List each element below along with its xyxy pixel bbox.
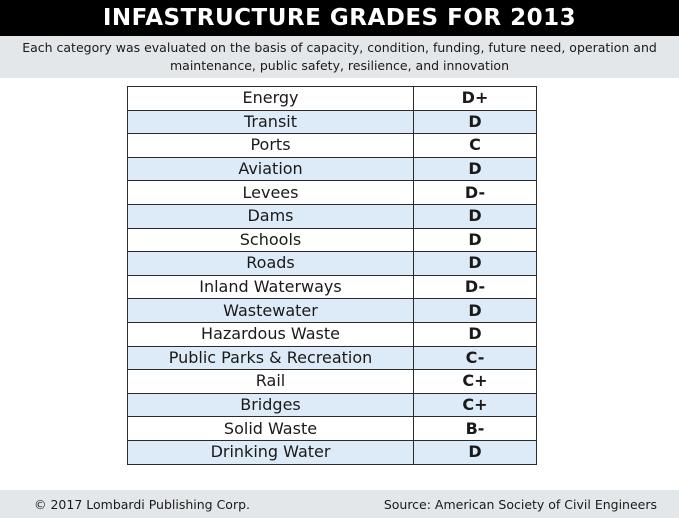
- grades-table: [127, 86, 537, 465]
- category-cell: Transit: [128, 110, 414, 134]
- grade-cell: D: [414, 322, 537, 346]
- category-cell: Hazardous Waste: [128, 322, 414, 346]
- table-row: [128, 87, 537, 111]
- category-cell: Drinking Water: [128, 440, 414, 464]
- grade-cell: D: [414, 157, 537, 181]
- grade-cell: C+: [414, 370, 537, 394]
- category-cell: Energy: [128, 87, 414, 111]
- table-row: [128, 134, 537, 158]
- grade-cell: D-: [414, 275, 537, 299]
- table-row: [128, 440, 537, 464]
- grade-cell: D-: [414, 181, 537, 205]
- category-cell: Dams: [128, 204, 414, 228]
- table-row: [128, 157, 537, 181]
- grade-cell: C-: [414, 346, 537, 370]
- footer: [0, 490, 679, 518]
- table-row: [128, 299, 537, 323]
- category-cell: Bridges: [128, 393, 414, 417]
- subtitle: Each category was evaluated on the basis of capacity, condition, funding, future need, operation and maintenance, public safety, resilience, and innovation: [22, 40, 657, 73]
- source-text: Source: American Society of Civil Engineers: [383, 496, 657, 512]
- table-row: [128, 393, 537, 417]
- grade-cell: D: [414, 204, 537, 228]
- category-cell: Solid Waste: [128, 417, 414, 441]
- grade-cell: C: [414, 134, 537, 158]
- grade-cell: D: [414, 440, 537, 464]
- subtitle-band: [0, 36, 679, 78]
- table-row: [128, 275, 537, 299]
- table-row: [128, 322, 537, 346]
- grade-cell: D: [414, 299, 537, 323]
- category-cell: Roads: [128, 252, 414, 276]
- table-row: [128, 110, 537, 134]
- table-row: [128, 181, 537, 205]
- grade-cell: D: [414, 228, 537, 252]
- table-row: [128, 204, 537, 228]
- category-cell: Ports: [128, 134, 414, 158]
- category-cell: Levees: [128, 181, 414, 205]
- grade-cell: C+: [414, 393, 537, 417]
- category-cell: Public Parks & Recreation: [128, 346, 414, 370]
- table-row: [128, 370, 537, 394]
- grade-cell: D: [414, 252, 537, 276]
- table-row: [128, 346, 537, 370]
- category-cell: Schools: [128, 228, 414, 252]
- page-title: INFASTRUCTURE GRADES FOR 2013: [0, 0, 679, 36]
- category-cell: Wastewater: [128, 299, 414, 323]
- grades-table-body: [128, 87, 537, 465]
- grade-cell: D+: [414, 87, 537, 111]
- table-row: [128, 417, 537, 441]
- category-cell: Inland Waterways: [128, 275, 414, 299]
- grade-cell: B-: [414, 417, 537, 441]
- copyright-text: © 2017 Lombardi Publishing Corp.: [34, 496, 251, 512]
- category-cell: Rail: [128, 370, 414, 394]
- table-row: [128, 252, 537, 276]
- grade-cell: D: [414, 110, 537, 134]
- table-row: [128, 228, 537, 252]
- category-cell: Aviation: [128, 157, 414, 181]
